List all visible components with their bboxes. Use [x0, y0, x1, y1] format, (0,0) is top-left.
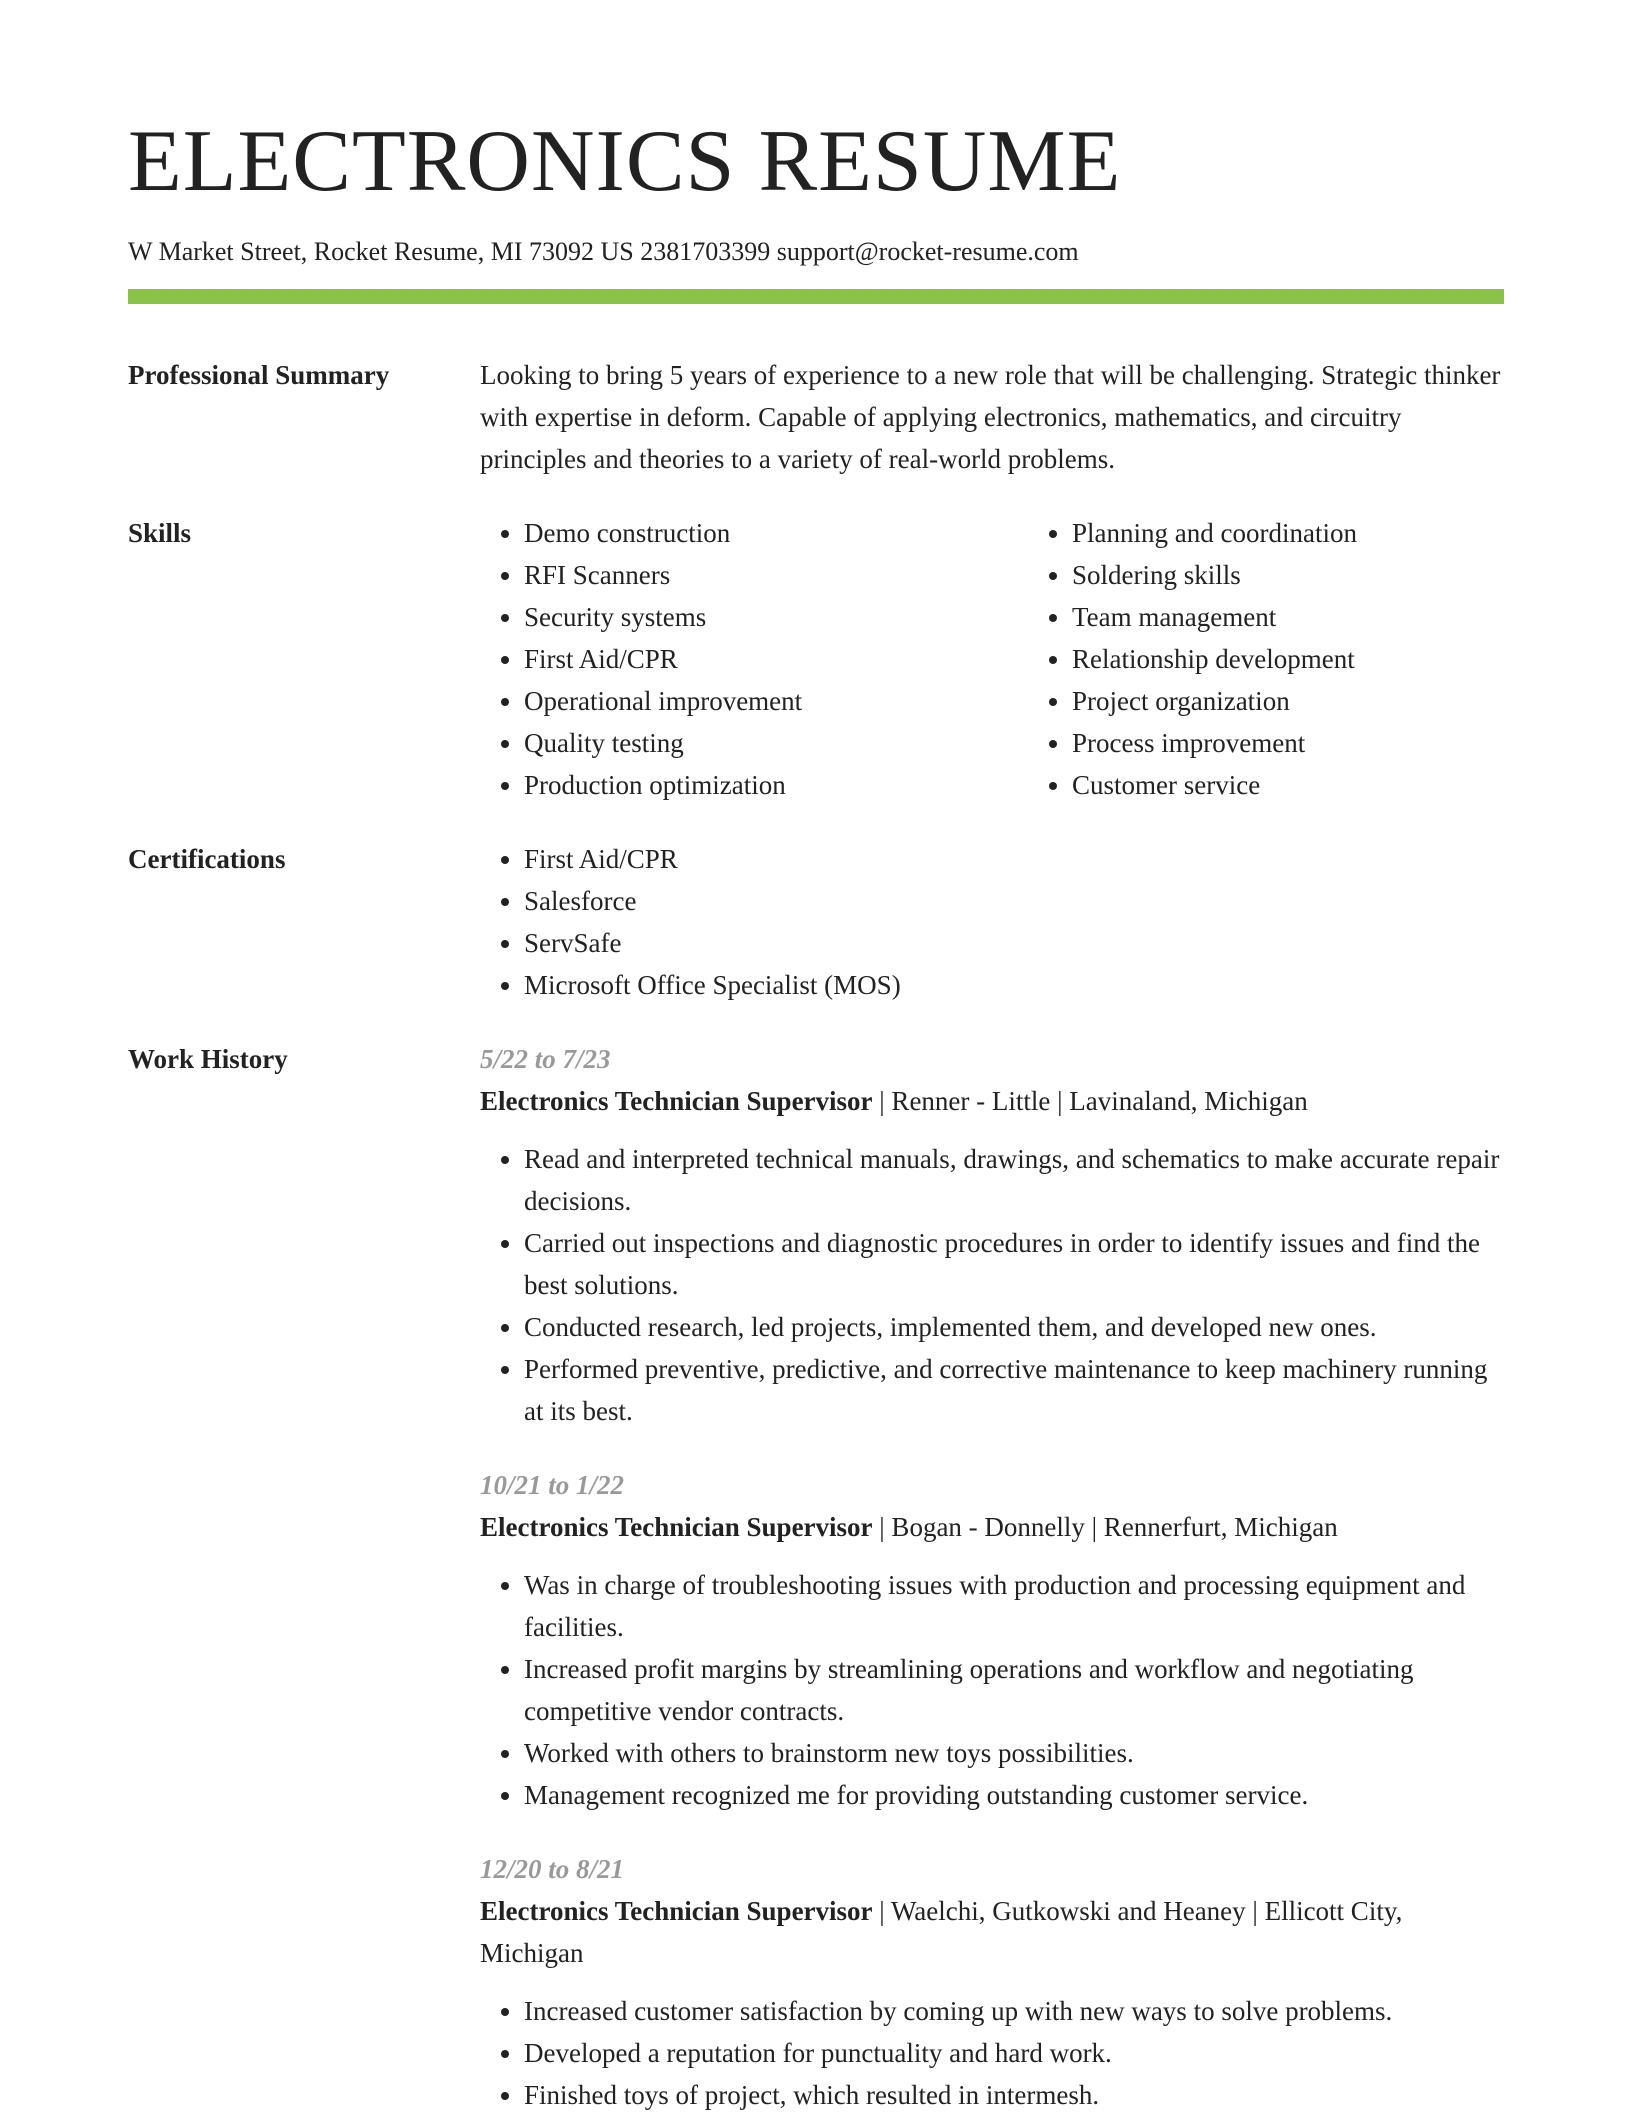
job-dates: 10/21 to 1/22: [480, 1470, 625, 1501]
work-history-body: [480, 1038, 1504, 2116]
skill-item: • RFI Scanners: [524, 554, 1028, 596]
contact-phone: 2381703399: [640, 237, 777, 266]
skill-item: • Soldering skills: [1072, 554, 1576, 596]
job-bullet: • Carried out inspections and diagnostic procedures in order to identify issues and find the best solutions.: [524, 1222, 1504, 1306]
job-bullet: • Performed preventive, predictive, and corrective maintenance to keep machinery running at its best.: [524, 1348, 1504, 1432]
skills-columns: [480, 512, 1576, 806]
job-heading: [480, 1080, 1504, 1122]
certifications-section: [128, 838, 1504, 1006]
contact-email: support@rocket-resume.com: [776, 237, 1079, 266]
job-entry: [480, 1038, 1504, 1432]
certifications-label: Certifications: [128, 844, 286, 875]
job-employer-location: | Renner - Little | Lavinaland, Michigan: [872, 1086, 1308, 1117]
certification-item: • Salesforce: [524, 880, 1504, 922]
job-dates: 5/22 to 7/23: [480, 1044, 611, 1075]
job-bullet: • Finished toys of project, which resulted in intermesh.: [524, 2074, 1504, 2116]
work-history-section: [128, 1038, 1504, 2116]
job-title: Electronics Technician Supervisor: [480, 1512, 873, 1543]
accent-divider: [128, 289, 1504, 304]
job-title: Electronics Technician Supervisor: [480, 1896, 873, 1927]
contact-address: W Market Street, Rocket Resume, MI 73092 US: [128, 237, 641, 266]
skills-section: [128, 512, 1504, 806]
skills-label: Skills: [128, 518, 192, 549]
job-bullet: • Increased profit margins by streamlining operations and workflow and negotiating competitive vendor contracts.: [524, 1648, 1504, 1732]
skill-item: • Demo construction: [524, 512, 1028, 554]
job-bullet: • Read and interpreted technical manuals, drawings, and schematics to make accurate repair decisions.: [524, 1138, 1504, 1222]
certifications-list: [480, 838, 1504, 1006]
job-bullets: [480, 1990, 1504, 2116]
contact-line: [128, 236, 1504, 267]
skills-list-left: [480, 512, 1028, 806]
job-bullet: • Conducted research, led projects, implemented them, and developed new ones.: [524, 1306, 1504, 1348]
skill-item: • First Aid/CPR: [524, 638, 1028, 680]
job-title: Electronics Technician Supervisor: [480, 1086, 873, 1117]
summary-label: Professional Summary: [128, 360, 390, 391]
skill-item: • Relationship development: [1072, 638, 1576, 680]
skill-item: • Process improvement: [1072, 722, 1576, 764]
job-bullet: • Management recognized me for providing outstanding customer service.: [524, 1774, 1504, 1816]
certification-item: • ServSafe: [524, 922, 1504, 964]
job-employer-location: | Waelchi, Gutkowski and Heaney | Ellicott City, Michigan: [480, 1896, 1403, 1969]
skill-item: • Customer service: [1072, 764, 1576, 806]
skill-item: • Production optimization: [524, 764, 1028, 806]
job-entry: [480, 1848, 1504, 2116]
job-heading: [480, 1890, 1504, 1974]
job-bullet: • Worked with others to brainstorm new toys possibilities.: [524, 1732, 1504, 1774]
skill-item: • Security systems: [524, 596, 1028, 638]
work-history-label: Work History: [128, 1044, 288, 1075]
certifications-body: [480, 838, 1504, 1006]
job-bullets: [480, 1564, 1504, 1816]
skill-item: • Project organization: [1072, 680, 1576, 722]
certification-item: • First Aid/CPR: [524, 838, 1504, 880]
skill-item: • Quality testing: [524, 722, 1028, 764]
job-dates: 12/20 to 8/21: [480, 1854, 625, 1885]
summary-text: Looking to bring 5 years of experience to a new role that will be challenging. Strategic thinker with expertise in deform. Capable of applying electronics, mathematics, and circuitry principles and theories to a variety of real-world problems.: [480, 360, 1501, 475]
skill-item: • Planning and coordination: [1072, 512, 1576, 554]
job-entry: [480, 1464, 1504, 1816]
job-bullet: • Was in charge of troubleshooting issues with production and processing equipment and facilities.: [524, 1564, 1504, 1648]
job-employer-location: | Bogan - Donnelly | Rennerfurt, Michigan: [872, 1512, 1338, 1543]
job-heading: [480, 1506, 1504, 1548]
job-bullets: [480, 1138, 1504, 1432]
summary-section: [128, 354, 1504, 480]
skill-item: • Team management: [1072, 596, 1576, 638]
certification-item: • Microsoft Office Specialist (MOS): [524, 964, 1504, 1006]
job-bullet: • Developed a reputation for punctuality and hard work.: [524, 2032, 1504, 2074]
skills-list-right: [1028, 512, 1576, 806]
job-bullet: • Increased customer satisfaction by coming up with new ways to solve problems.: [524, 1990, 1504, 2032]
skill-item: • Operational improvement: [524, 680, 1028, 722]
resume-title: ELECTRONICS RESUME: [128, 113, 1122, 210]
